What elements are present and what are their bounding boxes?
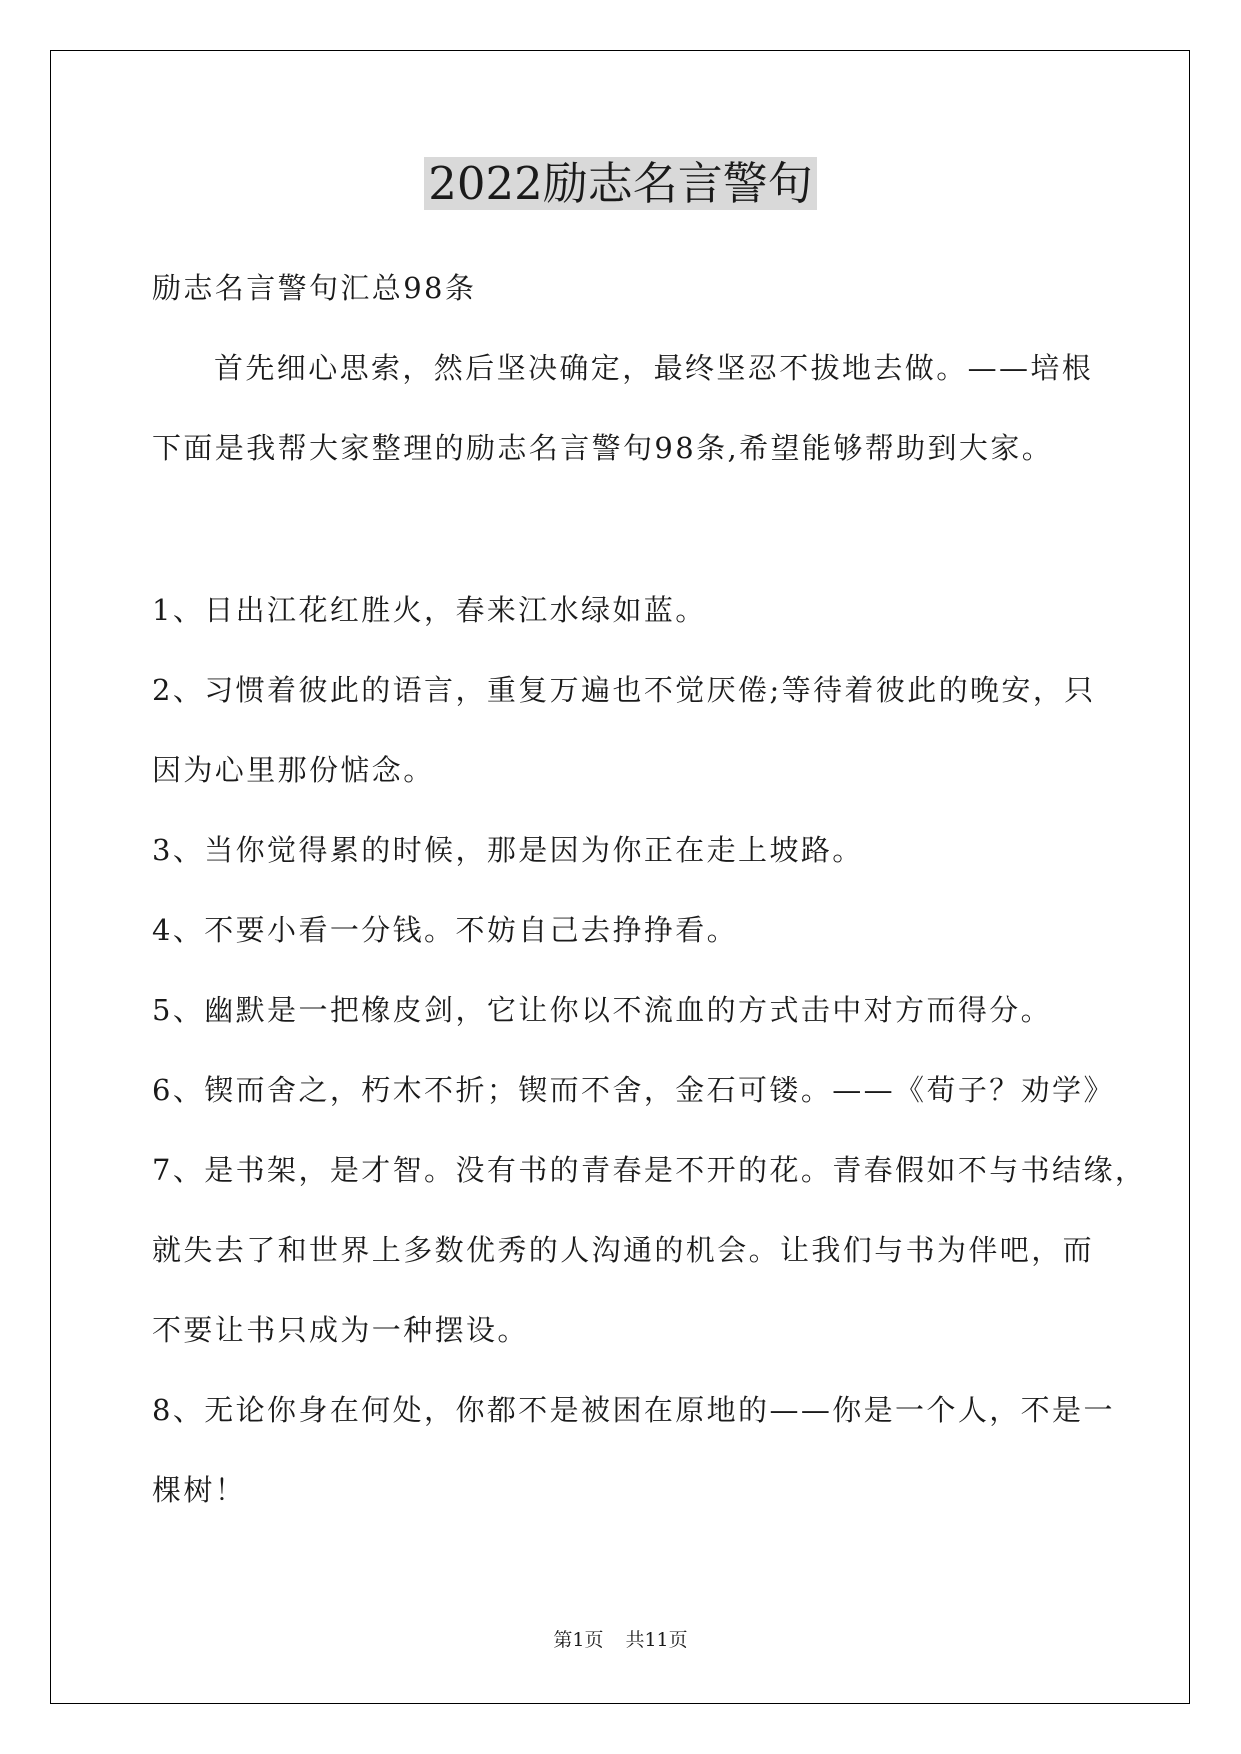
- list-item: 5、幽默是一把橡皮剑，它让你以不流血的方式击中对方而得分。: [152, 993, 1053, 1027]
- page-number-current: 第1页: [553, 1629, 604, 1651]
- subtitle: 励志名言警句汇总98条: [152, 271, 477, 305]
- intro-text: 下面是我帮大家整理的励志名言警句98条,希望能够帮助到大家。: [152, 431, 1054, 465]
- page-footer: [0, 1628, 1241, 1652]
- list-item: 3、当你觉得累的时候，那是因为你正在走上坡路。: [152, 833, 864, 867]
- list-item: 4、不要小看一分钱。不妨自己去挣挣看。: [152, 913, 739, 947]
- list-item: 1、日出江花红胜火，春来江水绿如蓝。: [152, 593, 707, 627]
- list-item: 不要让书只成为一种摆设。: [152, 1313, 529, 1347]
- list-item: 8、无论你身在何处，你都不是被困在原地的——你是一个人，不是一: [152, 1393, 1115, 1427]
- list-item: 就失去了和世界上多数优秀的人沟通的机会。让我们与书为伴吧，而: [152, 1233, 1095, 1267]
- list-item: 因为心里那份惦念。: [152, 753, 435, 787]
- list-item: 2、习惯着彼此的语言，重复万遍也不觉厌倦;等待着彼此的晚安，只: [152, 673, 1096, 707]
- list-item: 6、锲而舍之，朽木不折；锲而不舍，金石可镂。——《荀子？劝学》: [152, 1073, 1115, 1107]
- document-title-text: 2022励志名言警句: [424, 157, 817, 210]
- document-title: [0, 156, 1241, 212]
- list-item: 棵树！: [152, 1473, 247, 1507]
- page-number-total: 共11页: [625, 1629, 688, 1651]
- list-item: 7、是书架，是才智。没有书的青春是不开的花。青春假如不与书结缘，: [152, 1153, 1147, 1187]
- intro-quote: 首先细心思索，然后坚决确定，最终坚忍不拔地去做。——培根: [214, 351, 1094, 385]
